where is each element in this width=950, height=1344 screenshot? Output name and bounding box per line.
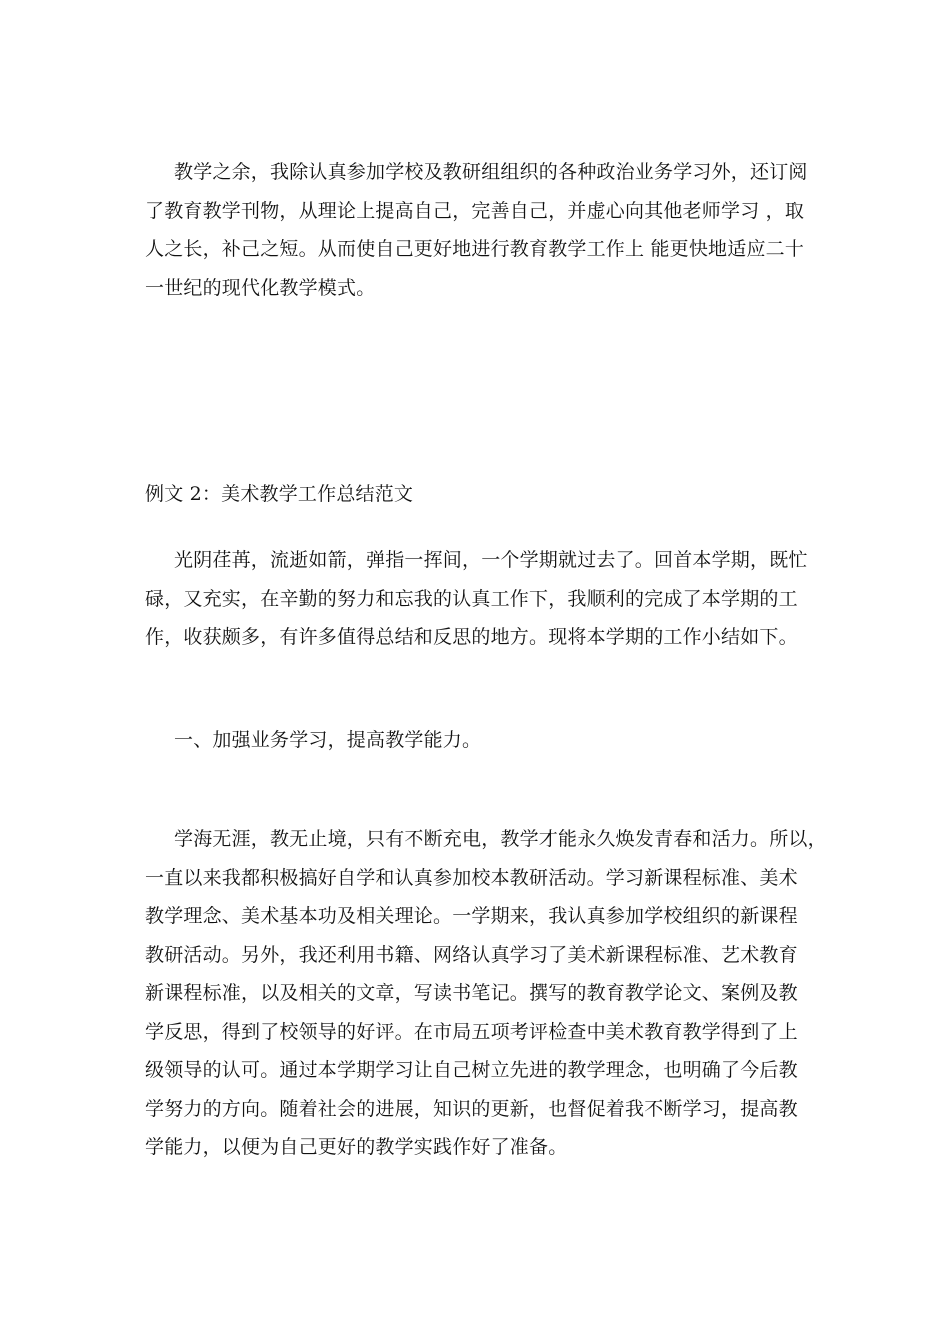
paragraph-line: 教学理念、美术基本功及相关理论。一学期来，我认真参加学校组织的新课程 [145, 905, 798, 927]
paragraph-line: 学能力，以便为自己更好的教学实践作好了准备。 [145, 1136, 568, 1158]
paragraph-line: 级领导的认可。通过本学期学习让自己树立先进的教学理念，也明确了今后教 [145, 1059, 798, 1081]
paragraph-line: 新课程标准，以及相关的文章，写读书笔记。撰写的教育教学论文、案例及教 [145, 982, 798, 1004]
paragraph-line: 人之长，补己之短。从而使自己更好地进行教育教学工作上 能更快地适应二十 [145, 238, 805, 260]
paragraph-line: 学努力的方向。随着社会的进展，知识的更新，也督促着我不断学习，提高教 [145, 1098, 798, 1120]
paragraph-line: 一直以来我都积极搞好自学和认真参加校本教研活动。学习新课程标准、美术 [145, 867, 798, 889]
paragraph-line: 教学之余，我除认真参加学校及教研组组织的各种政治业务学习外，还订阅 [174, 161, 808, 183]
paragraph-line: 了教育教学刊物，从理论上提高自己，完善自己，并虚心向其他老师学习 ，取 [145, 200, 805, 222]
paragraph-line: 学海无涯，教无止境，只有不断充电，教学才能永久焕发青春和活力。所以， [174, 828, 827, 850]
paragraph-line: 作，收获颇多，有许多值得总结和反思的地方。现将本学期的工作小结如下。 [145, 626, 798, 648]
example-title: 例文 2：美术教学工作总结范文 [145, 483, 414, 505]
section-heading: 一、加强业务学习，提高教学能力。 [174, 729, 482, 751]
paragraph-line: 学反思，得到了校领导的好评。在市局五项考评检查中美术教育教学得到了上 [145, 1021, 798, 1043]
paragraph-line: 光阴荏苒，流逝如箭，弹指一挥间，一个学期就过去了。回首本学期，既忙 [174, 549, 808, 571]
paragraph-line: 碌，又充实，在辛勤的努力和忘我的认真工作下，我顺利的完成了本学期的工 [145, 588, 798, 610]
paragraph-line: 教研活动。另外，我还利用书籍、网络认真学习了美术新课程标准、艺术教育 [145, 944, 798, 966]
paragraph-line: 一世纪的现代化教学模式。 [145, 277, 376, 299]
